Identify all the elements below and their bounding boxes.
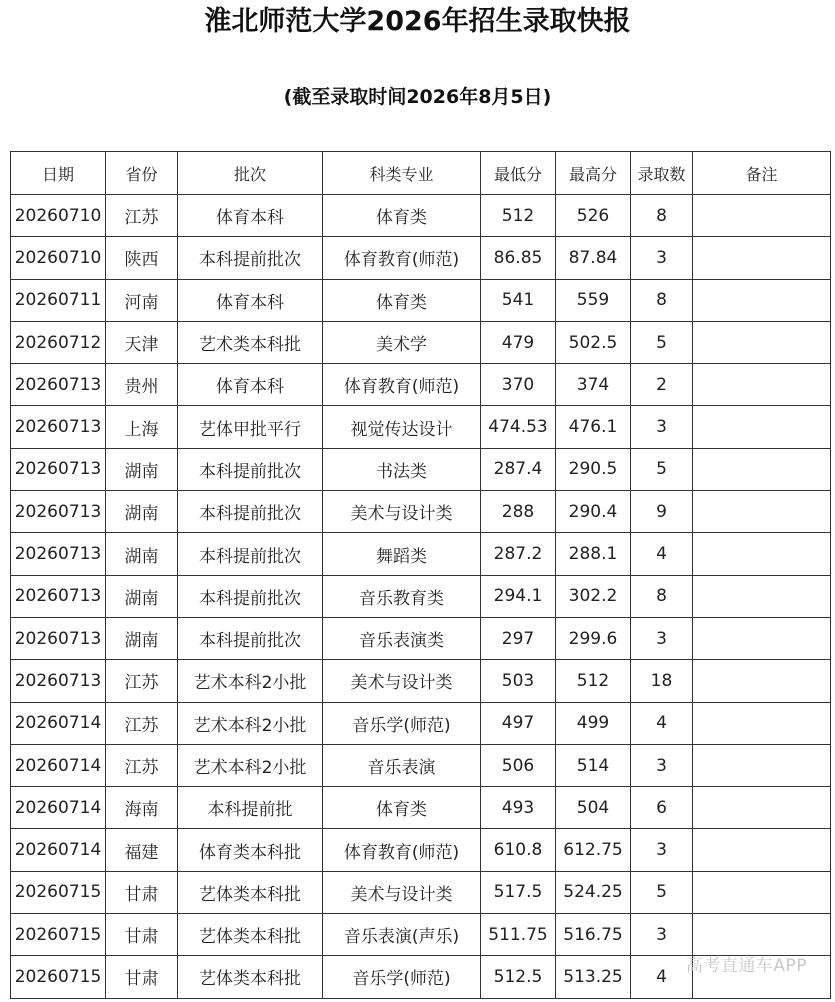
cell-admitted: 9 <box>631 491 693 533</box>
header-admitted: 录取数 <box>631 152 693 195</box>
cell-major: 美术与设计类 <box>323 871 481 913</box>
cell-batch: 艺术类本科批 <box>178 321 323 363</box>
admission-table <box>10 151 831 999</box>
cell-max-score: 512 <box>556 660 631 702</box>
cell-province: 甘肃 <box>106 956 178 998</box>
cell-date: 20260713 <box>11 364 106 406</box>
header-major: 科类专业 <box>323 152 481 195</box>
cell-remarks <box>693 237 831 279</box>
table-row <box>11 914 831 956</box>
cell-admitted: 5 <box>631 871 693 913</box>
cell-province: 江苏 <box>106 744 178 786</box>
cell-major: 音乐学(师范) <box>323 956 481 998</box>
cell-remarks <box>693 787 831 829</box>
cell-major: 体育类 <box>323 279 481 321</box>
cell-major: 体育教育(师范) <box>323 829 481 871</box>
cell-admitted: 3 <box>631 829 693 871</box>
cell-major: 美术学 <box>323 321 481 363</box>
cell-admitted: 4 <box>631 956 693 998</box>
cell-batch: 体育本科 <box>178 279 323 321</box>
cell-date: 20260710 <box>11 237 106 279</box>
cell-max-score: 288.1 <box>556 533 631 575</box>
cell-min-score: 288 <box>481 491 556 533</box>
cell-remarks <box>693 321 831 363</box>
cell-min-score: 287.2 <box>481 533 556 575</box>
cell-batch: 体育本科 <box>178 364 323 406</box>
cell-remarks <box>693 448 831 490</box>
cell-max-score: 374 <box>556 364 631 406</box>
cell-admitted: 3 <box>631 617 693 659</box>
cell-date: 20260712 <box>11 321 106 363</box>
cell-min-score: 294.1 <box>481 575 556 617</box>
page-subtitle: (截至录取时间2026年8月5日) <box>283 86 552 108</box>
cell-remarks <box>693 702 831 744</box>
cell-max-score: 476.1 <box>556 406 631 448</box>
cell-major: 音乐教育类 <box>323 575 481 617</box>
cell-province: 贵州 <box>106 364 178 406</box>
watermark: 高考直通车APP <box>685 956 807 976</box>
cell-admitted: 2 <box>631 364 693 406</box>
table-row <box>11 491 831 533</box>
cell-major: 舞蹈类 <box>323 533 481 575</box>
cell-date: 20260714 <box>11 829 106 871</box>
cell-remarks <box>693 491 831 533</box>
cell-date: 20260714 <box>11 744 106 786</box>
cell-admitted: 8 <box>631 575 693 617</box>
cell-province: 湖南 <box>106 448 178 490</box>
table-row <box>11 660 831 702</box>
cell-remarks <box>693 575 831 617</box>
cell-province: 江苏 <box>106 195 178 237</box>
table-row <box>11 364 831 406</box>
cell-remarks <box>693 744 831 786</box>
header-min-score: 最低分 <box>481 152 556 195</box>
cell-remarks <box>693 279 831 321</box>
cell-date: 20260715 <box>11 871 106 913</box>
cell-max-score: 302.2 <box>556 575 631 617</box>
cell-batch: 艺术本科2小批 <box>178 744 323 786</box>
cell-admitted: 6 <box>631 787 693 829</box>
cell-major: 体育教育(师范) <box>323 237 481 279</box>
cell-max-score: 87.84 <box>556 237 631 279</box>
page-title: 淮北师范大学2026年招生录取快报 <box>204 6 631 37</box>
cell-major: 美术与设计类 <box>323 660 481 702</box>
cell-date: 20260713 <box>11 575 106 617</box>
header-batch: 批次 <box>178 152 323 195</box>
cell-date: 20260713 <box>11 448 106 490</box>
cell-date: 20260711 <box>11 279 106 321</box>
cell-major: 书法类 <box>323 448 481 490</box>
cell-min-score: 370 <box>481 364 556 406</box>
cell-min-score: 297 <box>481 617 556 659</box>
cell-major: 美术与设计类 <box>323 491 481 533</box>
cell-min-score: 493 <box>481 787 556 829</box>
cell-batch: 体育本科 <box>178 195 323 237</box>
cell-date: 20260715 <box>11 914 106 956</box>
table-row <box>11 533 831 575</box>
cell-province: 福建 <box>106 829 178 871</box>
cell-major: 视觉传达设计 <box>323 406 481 448</box>
cell-major: 体育教育(师范) <box>323 364 481 406</box>
cell-admitted: 4 <box>631 702 693 744</box>
table-row <box>11 617 831 659</box>
cell-remarks <box>693 871 831 913</box>
cell-max-score: 514 <box>556 744 631 786</box>
cell-admitted: 18 <box>631 660 693 702</box>
table-row <box>11 448 831 490</box>
table-row <box>11 787 831 829</box>
cell-date: 20260714 <box>11 702 106 744</box>
cell-max-score: 513.25 <box>556 956 631 998</box>
cell-min-score: 517.5 <box>481 871 556 913</box>
header-date: 日期 <box>11 152 106 195</box>
cell-min-score: 541 <box>481 279 556 321</box>
cell-major: 音乐表演 <box>323 744 481 786</box>
cell-batch: 本科提前批次 <box>178 575 323 617</box>
cell-batch: 体育类本科批 <box>178 829 323 871</box>
cell-province: 湖南 <box>106 491 178 533</box>
cell-province: 海南 <box>106 787 178 829</box>
cell-date: 20260713 <box>11 406 106 448</box>
cell-date: 20260713 <box>11 617 106 659</box>
cell-remarks <box>693 406 831 448</box>
cell-remarks <box>693 617 831 659</box>
cell-remarks <box>693 195 831 237</box>
cell-max-score: 290.4 <box>556 491 631 533</box>
cell-remarks <box>693 533 831 575</box>
cell-max-score: 612.75 <box>556 829 631 871</box>
cell-max-score: 290.5 <box>556 448 631 490</box>
cell-date: 20260714 <box>11 787 106 829</box>
cell-min-score: 506 <box>481 744 556 786</box>
table-row <box>11 871 831 913</box>
cell-admitted: 5 <box>631 321 693 363</box>
table-row <box>11 279 831 321</box>
cell-remarks <box>693 829 831 871</box>
table-header-row <box>11 152 831 195</box>
cell-major: 体育类 <box>323 195 481 237</box>
cell-admitted: 4 <box>631 533 693 575</box>
table-row <box>11 195 831 237</box>
cell-province: 甘肃 <box>106 914 178 956</box>
cell-province: 湖南 <box>106 617 178 659</box>
cell-batch: 艺体类本科批 <box>178 914 323 956</box>
table-row <box>11 829 831 871</box>
cell-batch: 本科提前批次 <box>178 533 323 575</box>
header-province: 省份 <box>106 152 178 195</box>
cell-province: 甘肃 <box>106 871 178 913</box>
cell-batch: 本科提前批 <box>178 787 323 829</box>
cell-batch: 艺体类本科批 <box>178 871 323 913</box>
cell-province: 湖南 <box>106 575 178 617</box>
cell-admitted: 5 <box>631 448 693 490</box>
cell-max-score: 516.75 <box>556 914 631 956</box>
cell-province: 上海 <box>106 406 178 448</box>
cell-major: 音乐学(师范) <box>323 702 481 744</box>
cell-remarks <box>693 660 831 702</box>
cell-date: 20260715 <box>11 956 106 998</box>
cell-max-score: 526 <box>556 195 631 237</box>
table-body <box>11 195 831 999</box>
table-row <box>11 702 831 744</box>
cell-date: 20260710 <box>11 195 106 237</box>
table-row <box>11 406 831 448</box>
cell-province: 江苏 <box>106 660 178 702</box>
cell-min-score: 86.85 <box>481 237 556 279</box>
cell-major: 音乐表演类 <box>323 617 481 659</box>
cell-province: 天津 <box>106 321 178 363</box>
cell-province: 湖南 <box>106 533 178 575</box>
cell-min-score: 474.53 <box>481 406 556 448</box>
cell-min-score: 287.4 <box>481 448 556 490</box>
cell-date: 20260713 <box>11 491 106 533</box>
cell-remarks <box>693 914 831 956</box>
cell-min-score: 512.5 <box>481 956 556 998</box>
cell-province: 江苏 <box>106 702 178 744</box>
cell-admitted: 3 <box>631 744 693 786</box>
cell-batch: 本科提前批次 <box>178 617 323 659</box>
cell-province: 河南 <box>106 279 178 321</box>
cell-min-score: 610.8 <box>481 829 556 871</box>
cell-major: 音乐表演(声乐) <box>323 914 481 956</box>
cell-date: 20260713 <box>11 533 106 575</box>
cell-max-score: 299.6 <box>556 617 631 659</box>
table-row <box>11 237 831 279</box>
cell-major: 体育类 <box>323 787 481 829</box>
cell-province: 陕西 <box>106 237 178 279</box>
cell-batch: 本科提前批次 <box>178 491 323 533</box>
cell-min-score: 511.75 <box>481 914 556 956</box>
cell-max-score: 524.25 <box>556 871 631 913</box>
cell-admitted: 3 <box>631 237 693 279</box>
table-row <box>11 575 831 617</box>
cell-admitted: 3 <box>631 406 693 448</box>
cell-min-score: 503 <box>481 660 556 702</box>
cell-date: 20260713 <box>11 660 106 702</box>
cell-max-score: 499 <box>556 702 631 744</box>
cell-admitted: 3 <box>631 914 693 956</box>
cell-batch: 艺体类本科批 <box>178 956 323 998</box>
cell-batch: 艺术本科2小批 <box>178 702 323 744</box>
cell-min-score: 479 <box>481 321 556 363</box>
cell-min-score: 512 <box>481 195 556 237</box>
cell-max-score: 504 <box>556 787 631 829</box>
cell-batch: 艺术本科2小批 <box>178 660 323 702</box>
cell-batch: 本科提前批次 <box>178 237 323 279</box>
cell-batch: 艺体甲批平行 <box>178 406 323 448</box>
cell-remarks <box>693 364 831 406</box>
cell-max-score: 502.5 <box>556 321 631 363</box>
cell-max-score: 559 <box>556 279 631 321</box>
table-row <box>11 321 831 363</box>
cell-admitted: 8 <box>631 279 693 321</box>
cell-min-score: 497 <box>481 702 556 744</box>
cell-batch: 本科提前批次 <box>178 448 323 490</box>
table-row <box>11 744 831 786</box>
header-remarks: 备注 <box>693 152 831 195</box>
cell-admitted: 8 <box>631 195 693 237</box>
header-max-score: 最高分 <box>556 152 631 195</box>
